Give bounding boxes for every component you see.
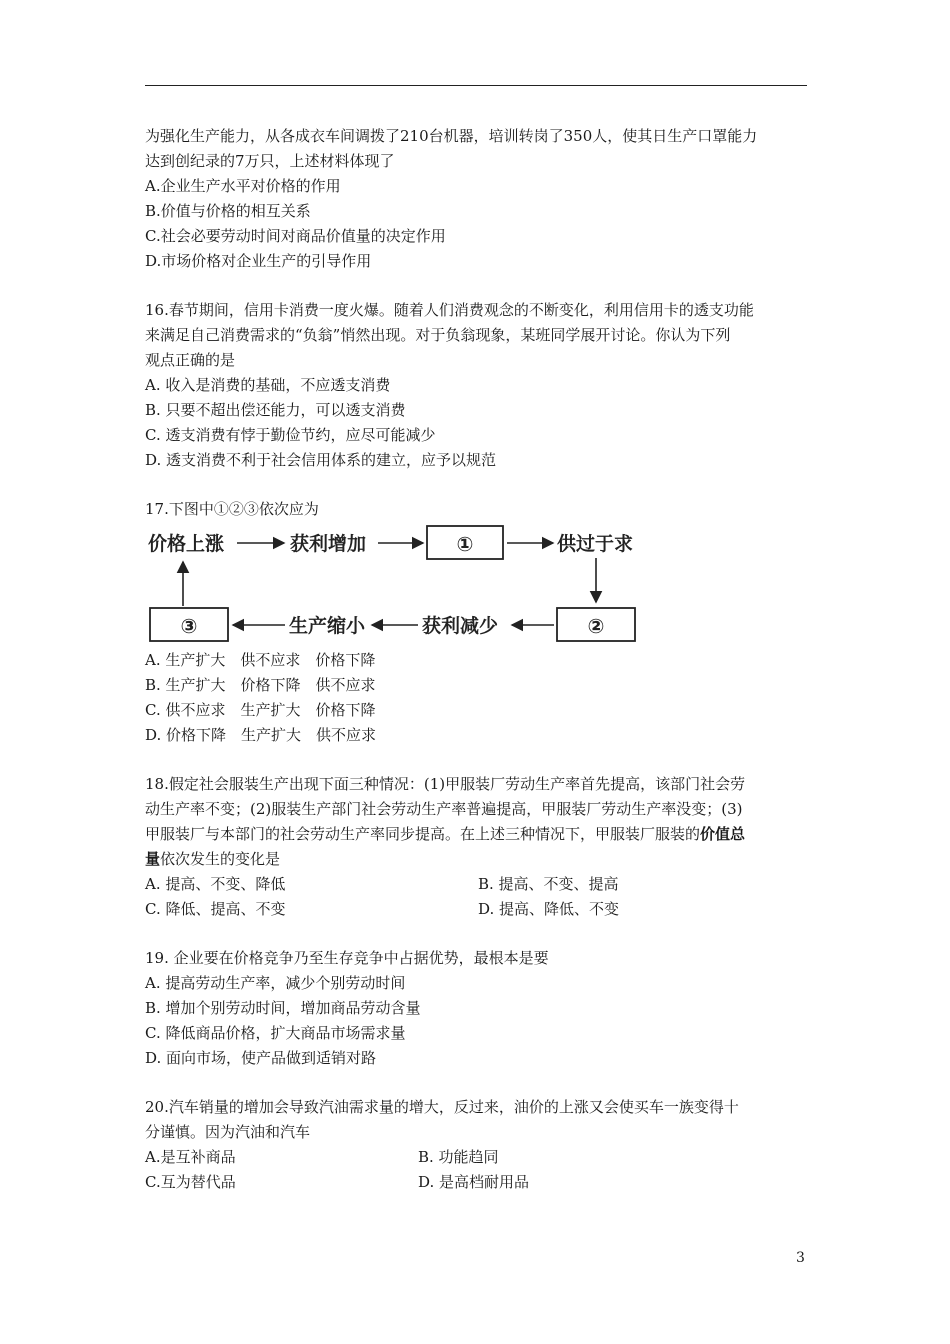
q17-option-d: D. 价格下降 生产扩大 供不应求 <box>145 726 377 744</box>
q19-option-c: C. 降低商品价格，扩大商品市场需求量 <box>145 1024 406 1042</box>
q16-stem-line-3: 观点正确的是 <box>145 351 236 369</box>
q20-option-b: B. 功能趋同 <box>418 1148 499 1166</box>
q18-stem-line-3-text: 甲服装厂与本部门的社会劳动生产率同步提高。在上述三种情况下，甲服装厂服装的 <box>145 825 701 843</box>
diagram-production-shrink: 生产缩小 <box>289 615 366 637</box>
q18-stem-line-4-text: 依次发生的变化是 <box>160 850 281 868</box>
q15-option-c: C.社会必要劳动时间对商品价值量的决定作用 <box>145 227 446 245</box>
q16-stem-line-2: 来满足自己消费需求的“负翁”悄然出现。对于负翁现象，某班同学展开讨论。你认为下列 <box>145 326 731 344</box>
q17-option-c: C. 供不应求 生产扩大 价格下降 <box>145 701 376 719</box>
diagram-box-2-label: ② <box>587 614 605 638</box>
q19-option-a: A. 提高劳动生产率，减少个别劳动时间 <box>145 974 406 992</box>
q18-stem-line-2: 动生产率不变；(2)服装生产部门社会劳动生产率普遍提高，甲服装厂劳动生产率没变；(3) <box>145 800 743 818</box>
q19-option-d: D. 面向市场，使产品做到适销对路 <box>145 1049 377 1067</box>
q16-stem-line-1: 16.春节期间，信用卡消费一度火爆。随着人们消费观念的不断变化，利用信用卡的透支功能 <box>145 301 754 319</box>
q15-option-a: A.企业生产水平对价格的作用 <box>145 177 341 195</box>
q18-emphasis-part-2: 量 <box>145 850 161 868</box>
q18-emphasis-part-1: 价值总 <box>700 825 746 843</box>
q20-stem-line-2: 分谨慎。因为汽油和汽车 <box>145 1123 311 1141</box>
q18-option-c: C. 降低、提高、不变 <box>145 900 286 918</box>
diagram-price-rise: 价格上涨 <box>148 533 225 555</box>
diagram-box-3-label: ③ <box>180 614 198 638</box>
q20-option-c: C.互为替代品 <box>145 1173 236 1191</box>
header-rule <box>145 85 807 86</box>
q15-option-d: D.市场价格对企业生产的引导作用 <box>145 252 372 270</box>
q17-option-a: A. 生产扩大 供不应求 价格下降 <box>145 651 376 669</box>
q16-option-d: D. 透支消费不利于社会信用体系的建立，应予以规范 <box>145 451 497 469</box>
q15-option-b: B.价值与价格的相互关系 <box>145 202 311 220</box>
q18-stem-line-1: 18.假定社会服装生产出现下面三种情况：(1)甲服装厂劳动生产率首先提高，该部门社会劳 <box>145 775 746 793</box>
q17-option-b: B. 生产扩大 价格下降 供不应求 <box>145 676 376 694</box>
diagram-profit-decrease: 获利减少 <box>422 615 499 637</box>
q18-option-b: B. 提高、不变、提高 <box>478 875 619 893</box>
q17-stem: 17.下图中①②③依次应为 <box>145 500 319 518</box>
q16-option-a: A. 收入是消费的基础，不应透支消费 <box>145 376 391 394</box>
q20-option-a: A.是互补商品 <box>145 1148 236 1166</box>
q19-option-b: B. 增加个别劳动时间，增加商品劳动含量 <box>145 999 421 1017</box>
q18-option-d: D. 提高、降低、不变 <box>478 900 620 918</box>
q18-option-a: A. 提高、不变、降低 <box>145 875 286 893</box>
q18-stem-line-3 <box>145 825 745 843</box>
q19-stem: 19. 企业要在价格竞争乃至生存竞争中占据优势，最根本是要 <box>145 949 549 967</box>
q20-option-d: D. 是高档耐用品 <box>418 1173 530 1191</box>
q15-stem-line-1: 为强化生产能力，从各成衣车间调拨了210台机器，培训转岗了350人，使其日生产口罩能力 <box>145 127 758 145</box>
page-number: 3 <box>796 1250 805 1266</box>
diagram-supply-exceeds: 供过于求 <box>557 533 634 555</box>
diagram-box-1-label: ① <box>456 532 474 556</box>
q18-stem-line-4 <box>145 850 280 868</box>
q16-option-c: C. 透支消费有悖于勤俭节约，应尽可能减少 <box>145 426 436 444</box>
diagram-profit-increase: 获利增加 <box>290 533 367 555</box>
q17-market-cycle-diagram <box>140 518 660 648</box>
q20-stem-line-1: 20.汽车销量的增加会导致汽油需求量的增大，反过来，油价的上涨又会使买车一族变得十 <box>145 1098 739 1116</box>
q15-stem-line-2: 达到创纪录的7万只，上述材料体现了 <box>145 152 395 170</box>
q16-option-b: B. 只要不超出偿还能力，可以透支消费 <box>145 401 406 419</box>
